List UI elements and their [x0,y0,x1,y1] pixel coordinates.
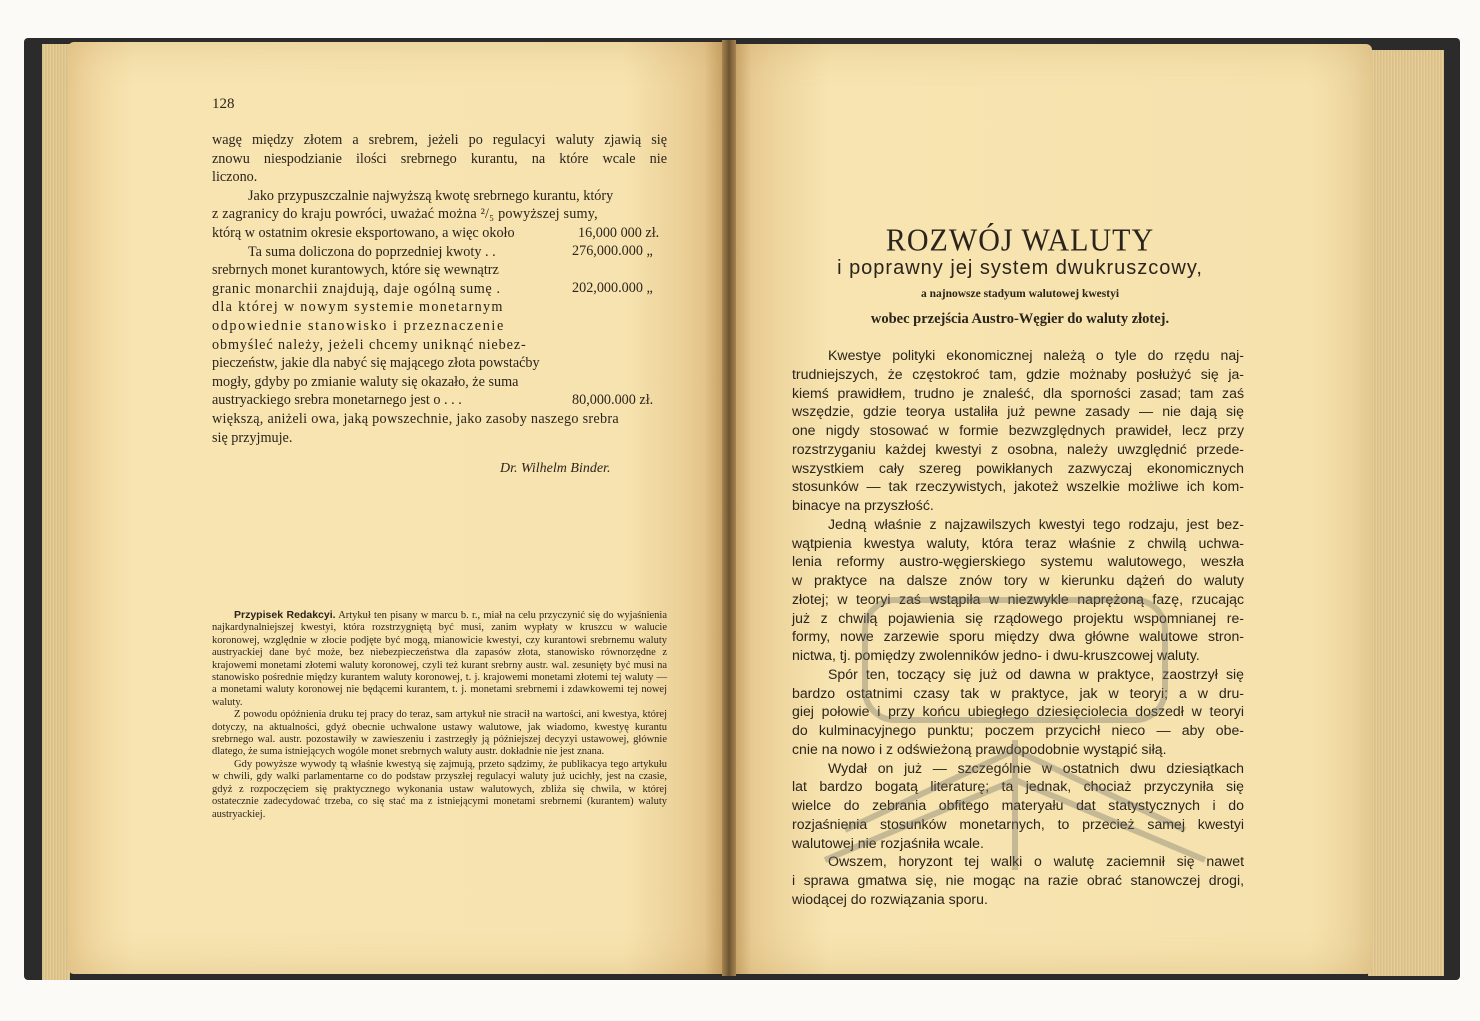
body-line: stosunków — tak rzeczywistych, jakoteż wszelkie możliwe ich kom- [792,478,1244,495]
footnote-paragraph: Z powodu opóźnienia druku tej pracy do teraz, sam artykuł nie stracił na wartości, ani kwestya, której dotyczy, na aktualności, gdyż obecnie uchwalone ustawy walutowe, jak wiadomo, kwestyę kurantu srebrnego wal. austr. pozostawiły w zawieszeniu i zastrzegły ją późniejszej decyzyi ustawowej, głównie dlatego, że suma istniejących wogóle monet srebrnych waluty austr. dokładnie nie jest znana. [212,709,667,758]
body-line: nictwa, tj. pomiędzy zwolenników jedno- i dwu-kruszcowej waluty. [792,647,1200,663]
page-edges-left [42,44,70,980]
body-line: binacye na przyszłość. [792,497,934,513]
body-line: Ta suma doliczona do poprzedniej kwoty . . [248,243,496,260]
body-line: rozjaśnienia stosunków monetarnych, to przecież samej kwestyi [792,815,1244,832]
body-line: lat bardzo bogatą literaturę; ta jednak, chociaż przyczyniła się [792,778,1244,795]
body-line: wszędzie, gdzie teorya ustaliła już pewne zasady — nie dają się [792,403,1244,420]
body-line: obmyśleć należy, jeżeli chcemy uniknąć niebez- [212,336,527,353]
amount: 80,000.000 zł. [572,392,654,408]
body-line: wątpienia kwestya waluty, która teraz właśnie z chwilą uchwa- [792,534,1244,551]
footnote-text: Artykuł ten pisany w marcu b. r., miał na celu przyczynić się do wyjaśnienia najkardynalniejszej kwestyi, która rozstrzygniętą być musi, zanim wypłaty w kruszcu w walucie koronowej, względnie w złocie podjęte być mogą, mianowicie kwestyi, czy kurantowi srebrnemu waluty austryackiej dane być może, bez niebezpieczeństwa dla zapasów złota, stanowisko równorzędne z krajowemi monetami złotemi waluty koronowej, czyli też kurant srebrny austr. wal. zesunięty być musi na stanowisko pośrednie między kurantem waluty koronowej, t. j. krajowemi monetami złotemi tej waluty — a monetami waluty koronowej nie będącemi kurantem, t. j. monetami srebrnemi i zdawkowemi tej nowej waluty. [212,610,667,708]
body-line: się przyjmuje. [212,429,293,446]
article-subtitle-small: a najnowsze stadyum walutowej kwestyi [920,288,1120,300]
editorial-footnote [212,609,667,821]
body-line: wagę między złotem a srebrem, jeżeli po regulacyi waluty zjawią się [212,132,667,148]
body-line: większą, aniżeli owa, jaką powszechnie, jako zasoby naszego srebra [212,410,620,427]
article-title: ROZWÓJ WALUTY [885,223,1155,258]
body-line: pieczeństw, jakie dla nabyć się mającego złota powstaćby [212,355,540,372]
body-line: bardzo ostatnimi czasy tak w praktyce, jak w teoryi; a w dru- [792,684,1244,701]
amount: 16,000 000 zł. [578,225,660,241]
body-line: lenia reformy austro-węgierskiego systemu walutowego, weszła [792,553,1244,570]
body-line: srebrnych monet kurantowych, które się wewnątrz [212,262,499,279]
body-line: trudniejszych, że częstokroć tam, gdzie możnaby posłużyć się ja- [792,365,1244,382]
amount: 276,000.000 „ [572,243,653,259]
body-line: Owszem, horyzont tej walki o walutę zaciemnił się nawet [828,853,1244,870]
body-line: granic monarchii znajdują, daje ogólną sumę . [212,280,501,297]
body-line: Jako przypuszczalnie najwyższą kwotę srebrnego kurantu, który [248,187,614,204]
body-line: walutowej nie rozjaśniła wcale. [792,834,984,851]
body-line: Kwestye polityki ekonomicznej należą o tyle do rzędu naj- [828,347,1244,363]
article-subtitle-bold: wobec przejścia Austro-Węgier do waluty złotej. [870,311,1170,327]
right-body [792,346,1244,909]
body-line: Wydał on już — szczególnie w ostatnich dwu dziesiątkach [828,759,1244,776]
body-line: wiodącej do rozwiązania sporu. [792,890,988,907]
book-gutter [722,40,736,976]
body-line: one nigdy stosować w formie bezwzględnych prawideł, lecz przy [792,422,1244,438]
body-line: wielce do zebrania obfitego materyału dat statystycznych i do [792,797,1244,813]
body-line: liczono. [212,169,258,186]
footnote-label: Przypisek Redakcyi. [234,609,336,621]
page-number: 128 [212,96,235,112]
author-signature: Dr. Wilhelm Binder. [500,461,611,476]
body-line: giej połowie i przy końcu ubiegłego dziesięciolecia doszedł w teoryi [792,703,1244,720]
body-line: Spór ten, toczący się już od dawna w praktyce, zaostrzył się [828,665,1244,682]
body-line: złotej; w teoryi zaś wstąpiła w niezwykle naprężoną fazę, rzucając [792,590,1244,607]
body-line: do kulminacyjnego punktu; poczem przycichł nieco — aby obe- [792,722,1244,738]
body-line: i sprawa gmatwa się, nie mogąc na razie obrać stanowczej drogi, [792,872,1244,888]
footnote-paragraph: Gdy powyższe wywody tą właśnie kwestyą się zajmują, przeto sądzimy, że publikacya tego artykułu w chwili, gdy walki parlamentarne co do podstaw przyszłej regulacyi waluty już ucichły, jest na czasie, gdyż z rozpoczęciem się praktycznego wykonania ustaw walutowych, zbliża się chwila, w której ostatecznie zadecydować trzeba, co się stać ma z istniejącymi monetami srebrnemi (kurantem) waluty austryackiej. [212,758,667,820]
article-subtitle: i poprawny jej system dwukruszcowy, [837,257,1203,279]
body-line: cnie na nowo i z odświeżoną prawdopodobnie wystąpić siłą. [792,740,1167,757]
body-line: kiemś prawidłem, trudno je znaleść, dla sporności zasad; tam zaś [792,384,1244,401]
body-line: formy, nowe zarzewie sporu między dwa główne walutowe stron- [792,628,1244,645]
body-line: już z chwilą pojawienia się rządowego projektu wspomnianej re- [792,609,1244,626]
page-edges-right [1368,50,1444,976]
body-line: mogły, gdyby po zmianie waluty się okazało, że suma [212,373,519,390]
body-line: Jedną właśnie z najzawilszych kwestyi tego rodzaju, jest bez- [828,515,1244,532]
body-line: dla której w nowym systemie monetarnym [212,299,504,316]
body-line: austryackiego srebra monetarnego jest o . . . [212,392,462,409]
body-line: odpowiednie stanowisko i przeznaczenie [212,317,505,334]
body-line: w praktyce na dalsze znów tory w kierunku dążeń do waluty [792,572,1244,588]
body-line: znowu niespodzianie ilości srebrnego kurantu, na które wcale nie [212,150,667,167]
body-line: którą w ostatnim okresie eksportowano, a więc około [212,224,515,241]
body-line: z zagranicy do kraju powróci, uważać można ²/₅ powyższej sumy, [212,206,598,223]
amount: 202,000.000 „ [572,280,653,296]
body-line: wszystkiem cały szereg powikłanych zazwyczaj ekonomicznych [792,459,1244,476]
footnote-paragraph [212,609,667,709]
body-line: rozstrzyganiu każdej kwestyi z osobna, należy uwzględnić przede- [792,440,1244,457]
